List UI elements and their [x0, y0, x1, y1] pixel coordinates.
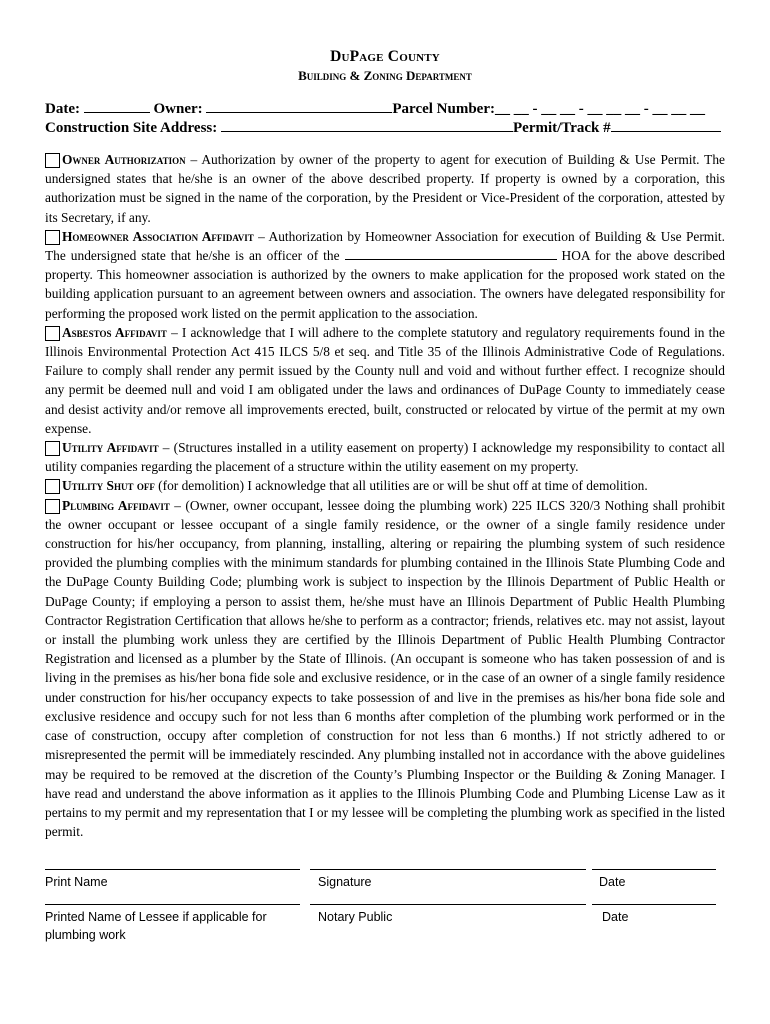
plumbing-affidavit-text: – (Owner, owner occupant, lessee doing the plumbing work) 225 ILCS 320/3 Nothing shall prohibit the owner occupant or lessee occupant of a single family residence, or the owner of a single family residence under construction for his/her occupancy, from planning, installing, altering or repairing the plumbing system of such residence provided the plumbing complies with the minimum standards for plumbing contained in the Illinois State Plumbing Code and the DuPage County Building Code; plumbing work is subject to inspection by the Illinois Department of Public Health or DuPage County; if employing a person to assist them, he/she must have an Illinois Department of Public Health Plumbing Contractor Registration Certification that allows he/she to perform as a contractor; friends, relatives etc. may not assist, layout or install the plumbing work unless they are certified by the Illinois Department of Public Health Plumbing Contractor Registration and licensed as a plumber by the State of Illinois. (An occupant is someone who has taken possession of and is living in the premises as his/her bona fide sole and exclusive residence, or in the case of an owner of a single family residence under construction for his/her occupancy expects to take possession of and live in the premises as his/her bona fide sole and exclusive residence and occupy such for not less than 6 months after completion of the plumbing work performed or in the case of construction, occupy after completion of construction for not less than 6 months.) If not strictly adhered to or misrepresented the permit will be immediately rescinded. Any plumbing installed not in accordance with the above guidelines may be required to be removed at the discretion of the County’s Plumbing Inspector or the Building & Zoning Manager. I have read and understand the above information as it applies to the Illinois Plumbing Code and Plumbing License Law as it pertains to my permit and my representation that I or my lessee will be completing the plumbing work as specified in the listed permit. — [45, 497, 725, 840]
hoa-affidavit-text-after: HOA for the above described property. This homeowner association is authorized by the owners to make application for the proposed work stated on the building application pursuant to an agreement between owners and association. The owners have delegated responsibility for performing the proposed work listed on the permit application to the association. — [45, 248, 726, 321]
permit-track-label: Permit/Track # — [513, 120, 611, 136]
asbestos-affidavit-heading: Asbestos Affidavit — [62, 324, 167, 340]
hoa-affidavit-text-before: – Authorization by Homeowner Association for execution of Building & Use Permit. The undersigned state that he/she is an officer of the — [45, 228, 725, 264]
owner-authorization-text: – Authorization by owner of the property to agent for execution of Building & Use Permit. The undersigned states that he/she is an owner of the above described property. If property is owned by a corporation, this authorization must be signed in the name of the corporation, by the President or Vice-President of the corporation, attested by its Secretary, if any. — [45, 152, 726, 225]
site-address-field[interactable] — [221, 131, 513, 132]
notary-public-label: Notary Public — [318, 910, 393, 924]
parcel-number-label: Parcel Number: — [392, 101, 495, 117]
header-fields-row-2 — [45, 120, 725, 137]
date-line-2[interactable] — [592, 904, 716, 905]
date-line-1[interactable] — [592, 869, 716, 870]
site-address-label: Construction Site Address: — [45, 120, 218, 136]
hoa-name-field[interactable] — [345, 259, 557, 260]
department-title: Building & Zoning Department — [298, 68, 472, 83]
plumbing-affidavit-heading: Plumbing Affidavit — [62, 497, 170, 513]
utility-shutoff-heading: Utility Shut off — [62, 478, 155, 494]
notary-line[interactable] — [310, 904, 586, 905]
plumbing-affidavit-checkbox[interactable] — [45, 499, 60, 514]
parcel-number-field[interactable]: __ __ - __ __ - __ __ __ - __ __ __ — [495, 101, 705, 117]
date-label: Date: — [45, 101, 80, 117]
owner-label: Owner: — [153, 101, 203, 117]
owner-authorization-checkbox[interactable] — [45, 153, 60, 168]
utility-shutoff-section — [45, 476, 725, 495]
asbestos-affidavit-text: – I acknowledge that I will adhere to the complete statutory and regulatory requirements found in the Illinois Environmental Protection Act 415 ILCS 5/8 et seq. and Title 35 of the Illinois Administrative Code of Regulations. Failure to comply shall render any permit issued by the County null and void and without further effect. I recognize should any permit be deemed null and void I am obligated under the laws and ordinances of DuPage County to immediately cease and desist activity and/or remove all improvements erected, built, constructed or relocated by virtue of the permit at my own expense. — [45, 324, 725, 436]
lessee-name-label: Printed Name of Lessee if applicable for plumbing work — [45, 910, 267, 942]
print-name-line[interactable] — [45, 869, 300, 870]
affidavit-body — [45, 150, 725, 841]
utility-affidavit-heading: Utility Affidavit — [62, 440, 159, 456]
county-title: DuPage County — [330, 48, 440, 65]
hoa-affidavit-heading: Homeowner Association Affidavit — [62, 228, 254, 244]
header-fields-row-1 — [45, 101, 725, 118]
signature-label: Signature — [318, 875, 372, 889]
utility-affidavit-checkbox[interactable] — [45, 441, 60, 456]
hoa-affidavit-checkbox[interactable] — [45, 230, 60, 245]
lessee-name-line[interactable] — [45, 904, 300, 905]
utility-shutoff-checkbox[interactable] — [45, 479, 60, 494]
owner-authorization-heading: Owner Authorization — [62, 152, 186, 167]
utility-affidavit-section — [45, 438, 725, 476]
print-name-label: Print Name — [45, 875, 108, 889]
utility-shutoff-text: (for demolition) I acknowledge that all utilities are or will be shut off at time of demolition. — [154, 478, 648, 494]
date-label-1: Date — [599, 875, 626, 889]
permit-track-field[interactable] — [611, 131, 721, 132]
asbestos-affidavit-checkbox[interactable] — [45, 326, 60, 341]
owner-field[interactable] — [206, 112, 392, 113]
owner-authorization-section — [45, 150, 725, 227]
hoa-affidavit-section — [45, 227, 725, 323]
date-field[interactable] — [84, 112, 150, 113]
signature-line[interactable] — [310, 869, 586, 870]
utility-affidavit-text: – (Structures installed in a utility easement on property) I acknowledge my responsibility to contact all utility companies regarding the placement of a structure within the utility easement on my property. — [45, 440, 725, 475]
plumbing-affidavit-section — [45, 496, 725, 842]
date-label-2: Date — [602, 910, 629, 924]
asbestos-affidavit-section — [45, 323, 725, 438]
